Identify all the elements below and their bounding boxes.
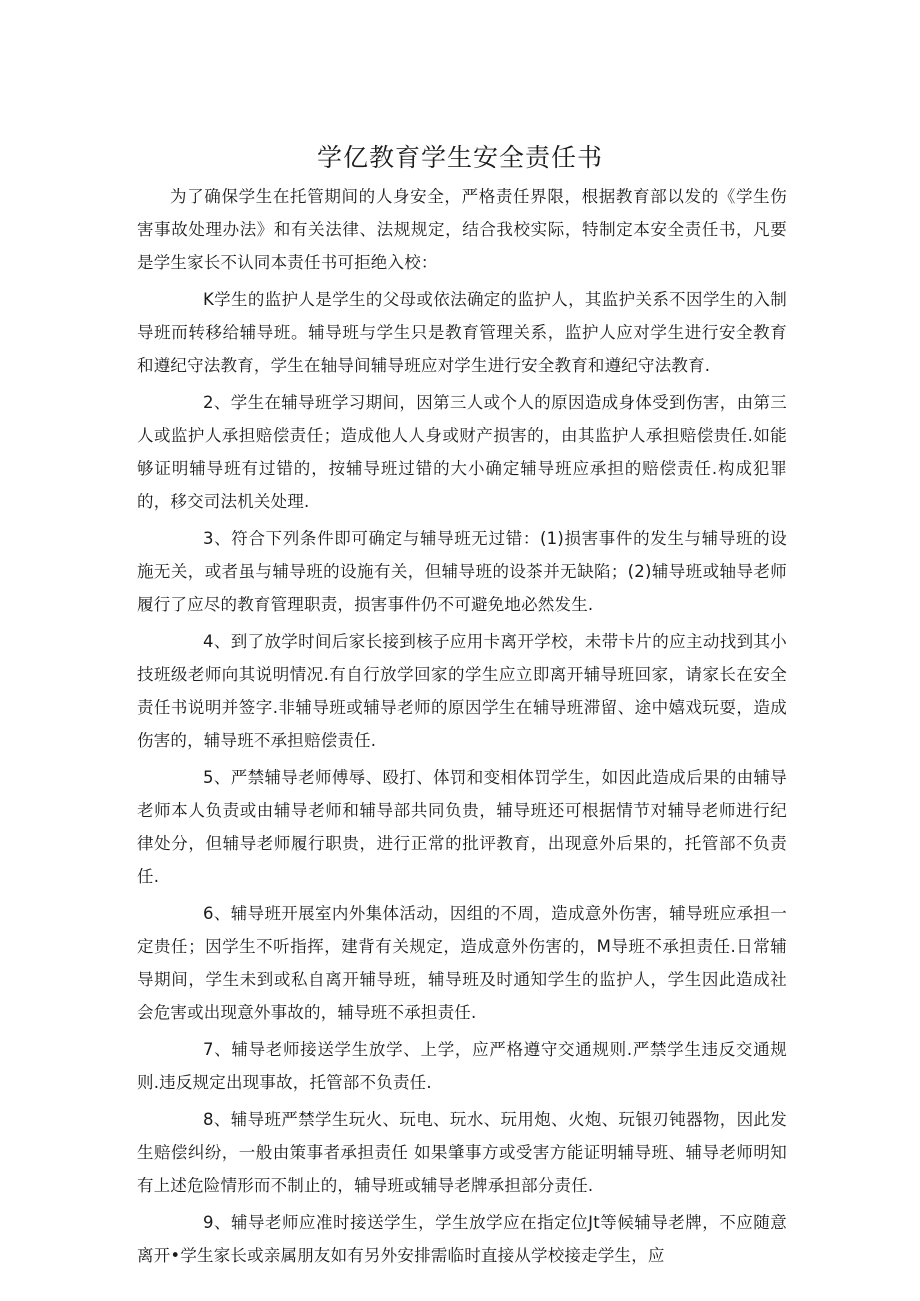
clause-7: 7、辅导老师接送学生放学、上学，应严格遵守交通规则.严禁学生违反交通规则.违反规定出现事故，托管部不负责任. bbox=[137, 1040, 787, 1092]
clause-2: 2、学生在辅导班学习期间，因第三人或个人的原因造成身体受到伤害，由第三人或监护人承担赔偿责任；造成他人人身或财产损害的，由其监护人承担赔偿贵任.如能够证明辅导班有过错的，按辅导班过错的大小确定辅导班应承担的赔偿责任.构成犯罪的，移交司法机关处理. bbox=[137, 393, 787, 511]
clause-6: 6、辅导班开展室内外集体活动，因组的不周，造成意外伤害，辅导班应承担一定贵任；因学生不听指挥，建背有关规定，造成意外伤害的，M导班不承担责任.日常辅导期间，学生未到或私自离开辅导班，辅导班及时通知学生的监护人，学生因此造成社会危害或出现意外事故的，辅导班不承担责任. bbox=[137, 904, 787, 1022]
intro-paragraph: 为了确保学生在托管期间的人身安全，严格责任界限，根据教育部以发的《学生伤害事故处理办法》和有关法律、法规规定，结合我校实际，特制定本安全责任书，凡要是学生家长不认同本责任书可拒绝入校： bbox=[137, 187, 787, 272]
document-body bbox=[137, 180, 787, 1276]
clause-9: 9、辅导老师应准时接送学生，学生放学应在指定位Jt等候辅导老牌，不应随意离开•学生家长或亲属朋友如有另外安排需临时直接从学校接走学生，应 bbox=[137, 1213, 787, 1265]
clause-5: 5、严禁辅导老师傅辱、殴打、体罚和变相体罚学生，如因此造成后果的由辅导老师本人负责或由辅导老师和辅导部共同负贵，辅导班还可根据情节对辅导老师进行纪律处分，但辅导老师履行职贵，进行正常的批评教育，出现意外后果的，托管部不负责任. bbox=[137, 768, 787, 886]
clause-3: 3、符合下列条件即可确定与辅导班无过错：(1)损害事件的发生与辅导班的设施无关，或者虽与辅导班的设施有关，但辅导班的设茶并无缺陷；(2)辅导班或轴导老师履行了应尽的教育管理职责，损害事件仍不可避免地必然发生. bbox=[137, 529, 787, 614]
document-title: 学亿教育学生安全责任书 bbox=[316, 143, 603, 172]
clause-8: 8、辅导班严禁学生玩火、玩电、玩水、玩用炮、火炮、玩银刃钝器物，因此发生赔偿纠纷，一般由策事者承担责任 如果肇事方或受害方能证明辅导班、辅导老师明知有上述危险情形而不制止的，辅导班或辅导老牌承担部分责任. bbox=[137, 1110, 787, 1195]
clause-1: K学生的监护人是学生的父母或依法确定的监护人，其监护关系不因学生的入制导班而转移给辅导班。辅导班与学生只是教育管理关系，监护人应对学生进行安全教育和遵纪守法教育，学生在轴导间辅导班应对学生进行安全教育和遵纪守法教育. bbox=[137, 290, 787, 375]
clause-4: 4、到了放学时间后家长接到核子应用卡离开学校，未带卡片的应主动找到其小技班级老师向其说明情况.有自行放学回家的学生应立即离开辅导班回家，请家长在安全责任书说明并签字.非辅导班或辅导老师的原因学生在辅导班滞留、途中嬉戏玩耍，造成伤害的，辅导班不承担赔偿责任. bbox=[137, 632, 787, 750]
